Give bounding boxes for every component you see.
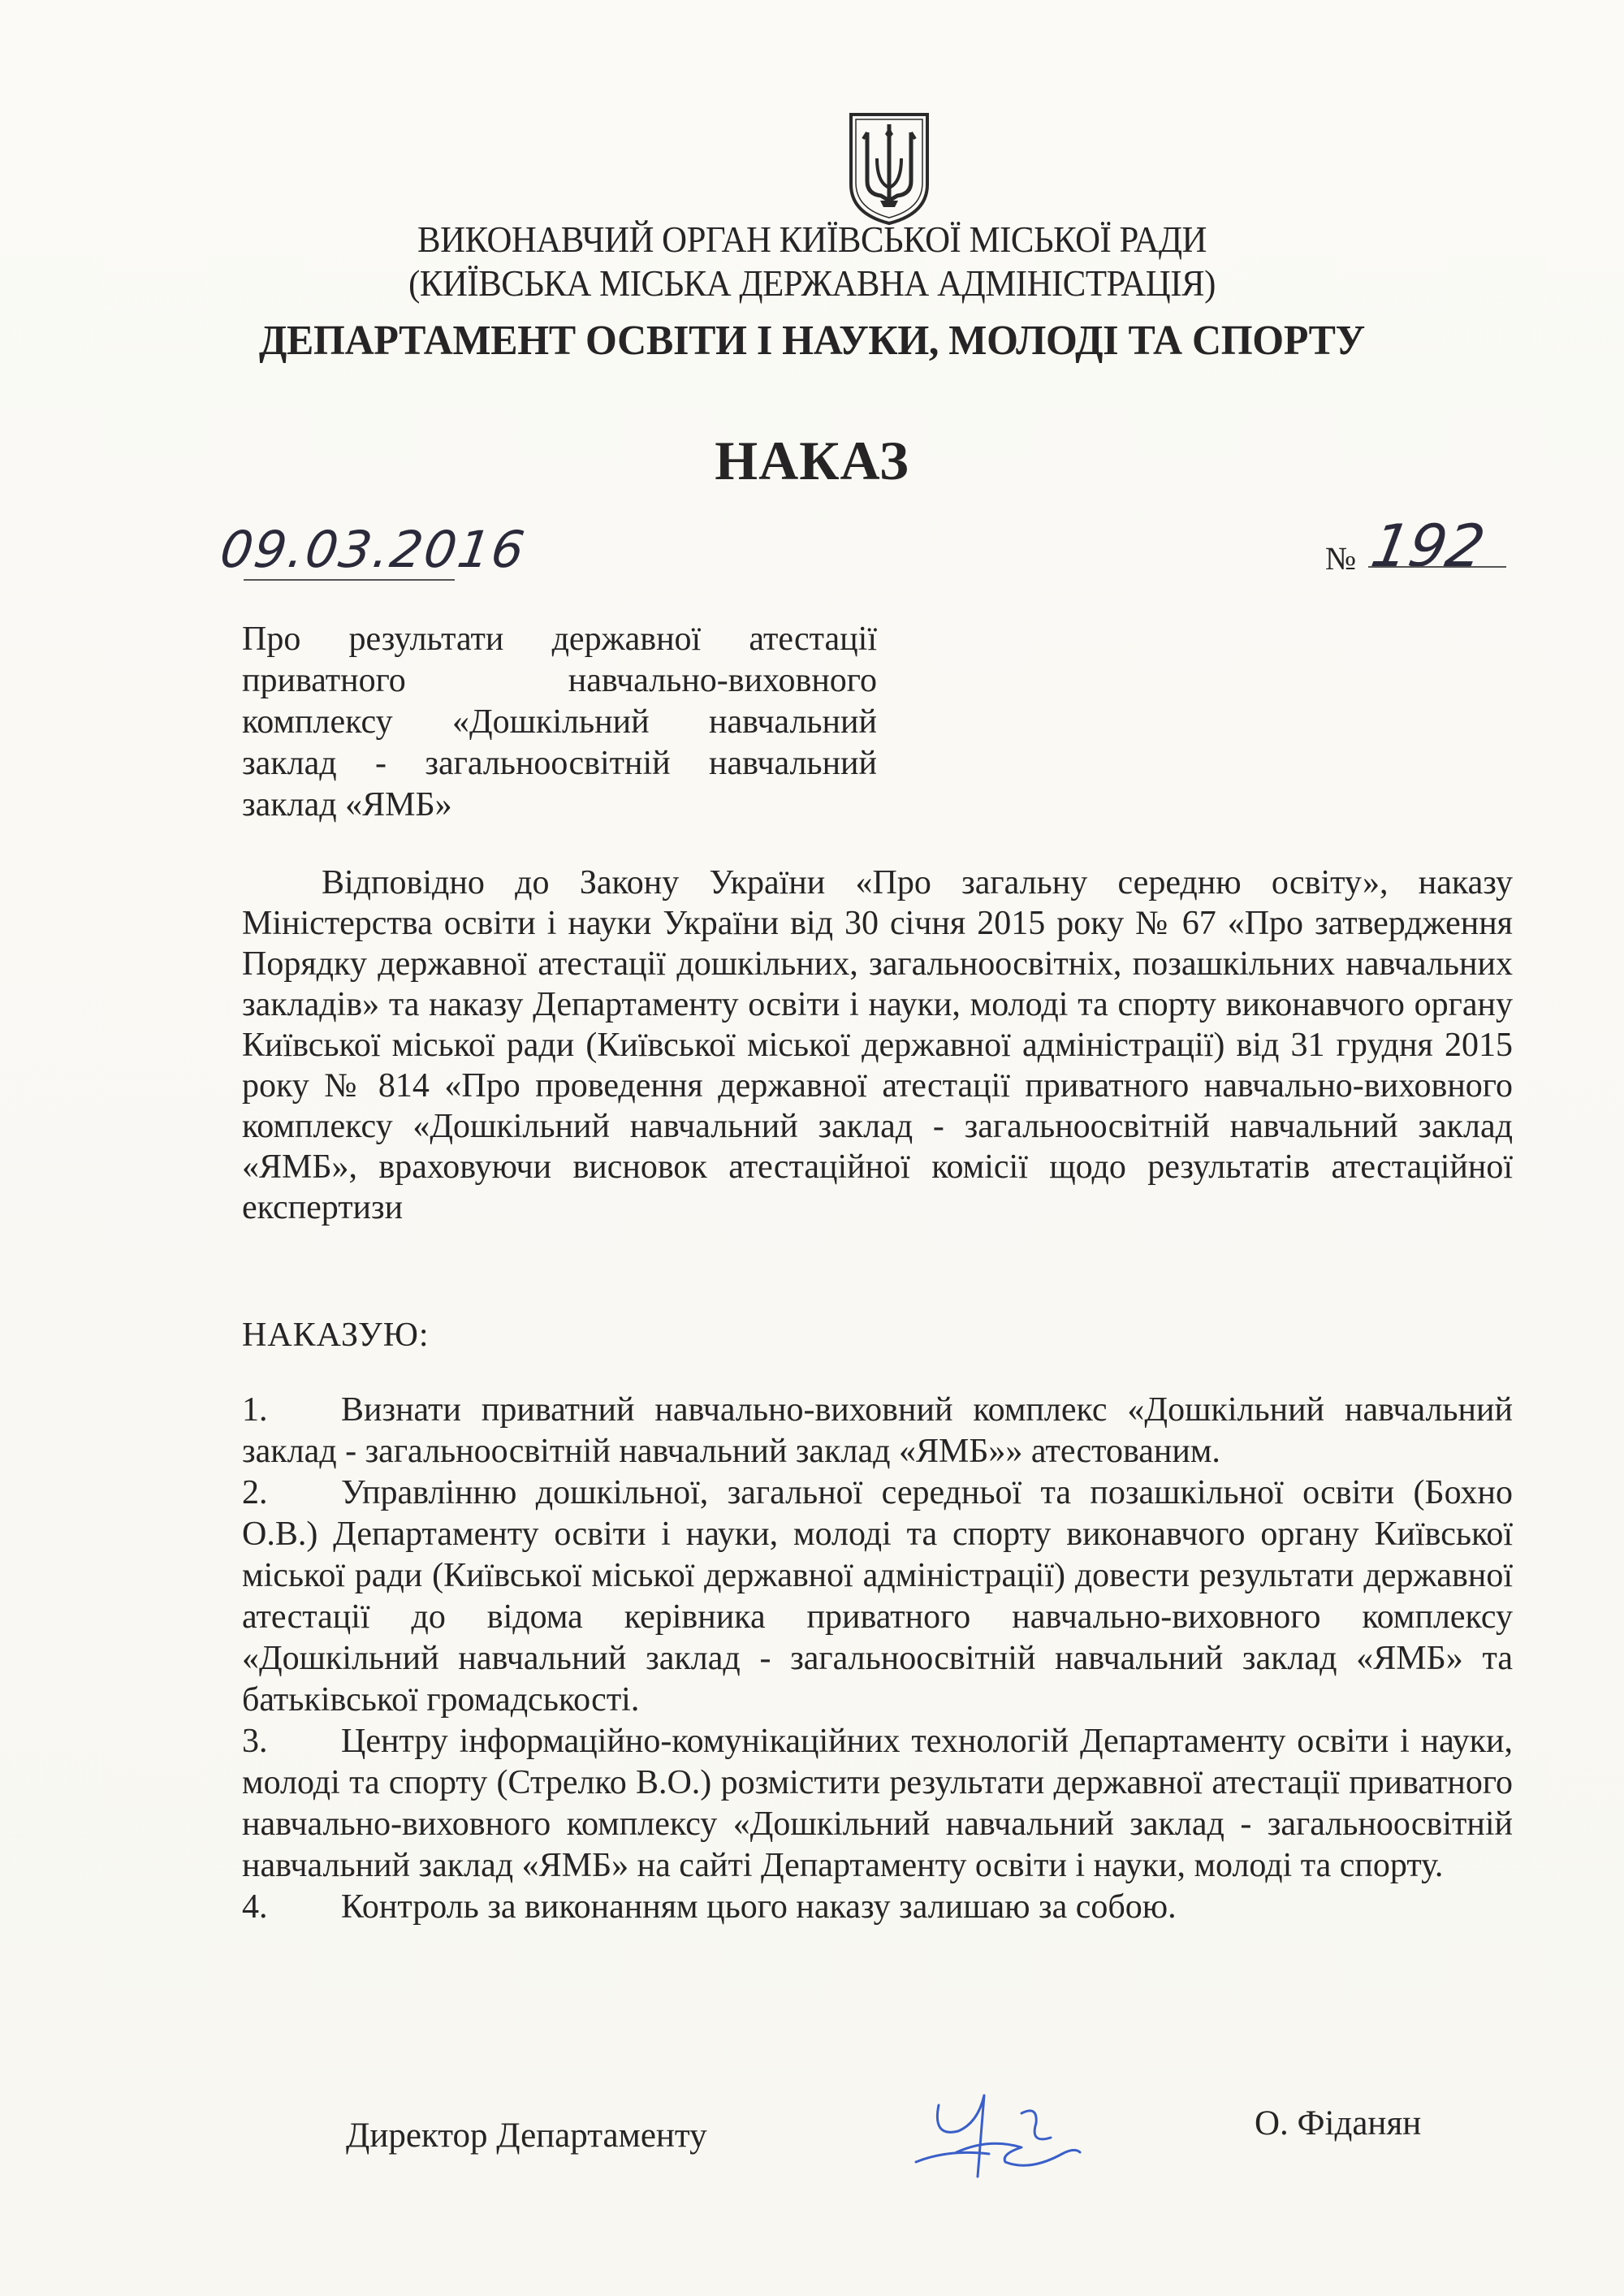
order-item: [242, 1887, 1513, 1928]
document-title: НАКАЗ: [715, 430, 909, 491]
trident-coat-of-arms-icon: [844, 110, 934, 227]
number-underline: [1368, 566, 1506, 568]
order-word: НАКАЗУЮ:: [242, 1317, 430, 1354]
order-item: [242, 1472, 1513, 1721]
issuer-line-1: ВИКОНАВЧИЙ ОРГАН КИЇВСЬКОЇ МІСЬКОЇ РАДИ: [417, 218, 1207, 260]
handwritten-date: 09.03.2016: [216, 520, 530, 579]
item-number: 1.: [242, 1391, 268, 1429]
item-text: Управлінню дошкільної, загальної середньої та позашкільної освіти (Бохно О.В.) Департаменту освіти і науки, молоді та спорту виконавчого органу Київської міської ради (Київської міської державної адміністрації) довести результати державної атестації до відома керівника приватного навчально-виховного комплексу «Дошкільний навчальний заклад - загальноосвітній навчальний заклад «ЯМБ» та батьківської громадськості.: [242, 1474, 1513, 1719]
item-text: Центру інформаційно-комунікаційних технологій Департаменту освіти і науки, молоді та спорту (Стрелко В.О.) розмістити результати державної атестації приватного навчально-виховного комплексу «Дошкільний навчальний заклад - загальноосвітній навчальний заклад «ЯМБ» на сайті Департаменту освіти і науки, молоді та спорту.: [242, 1723, 1513, 1884]
item-number: 4.: [242, 1888, 268, 1926]
order-item: [242, 1390, 1513, 1472]
signatory-name: О. Фіданян: [1255, 2104, 1422, 2143]
order-subject: Про результати державної атестації приватного навчально-виховного комплексу «Дошкільний навчальний заклад - загальноосвітній навчальний заклад «ЯМБ»: [242, 620, 877, 824]
number-sign: №: [1325, 540, 1357, 577]
order-item: [242, 1721, 1513, 1887]
department-name: ДЕПАРТАМЕНТ ОСВІТИ І НАУКИ, МОЛОДІ ТА СПОРТУ: [258, 318, 1365, 364]
handwritten-signature: [900, 2081, 1095, 2186]
signatory-position: Директор Департаменту: [346, 2117, 707, 2155]
order-items: [242, 1390, 1513, 1928]
item-number: 3.: [242, 1723, 268, 1760]
item-text: Визнати приватний навчально-виховний комплекс «Дошкільний навчальний заклад - загальноосвітній навчальний заклад «ЯМБ»» атестованим.: [242, 1391, 1513, 1470]
preamble-paragraph: Відповідно до Закону України «Про загальну середню освіту», наказу Міністерства освіти і науки України від 30 січня 2015 року № 67 «Про затвердження Порядку державної атестації дошкільних, загальноосвітніх, позашкільних навчальних закладів» та наказу Департаменту освіти і науки, молоді та спорту виконавчого органу Київської міської ради (Київської міської державної адміністрації) від 31 грудня 2015 року № 814 «Про проведення державної атестації приватного навчально-виховного комплексу «Дошкільний навчальний заклад - загальноосвітній навчальний заклад «ЯМБ», враховуючи висновок атестаційної комісії щодо результатів атестаційної експертизи: [242, 864, 1513, 1226]
item-number: 2.: [242, 1474, 268, 1511]
item-text: Контроль за виконанням цього наказу залишаю за собою.: [341, 1888, 1177, 1926]
handwritten-order-number: 192: [1366, 512, 1490, 580]
date-underline: [244, 579, 455, 581]
issuer-line-2: (КИЇВСЬКА МІСЬКА ДЕРЖАВНА АДМІНІСТРАЦІЯ): [408, 262, 1216, 304]
